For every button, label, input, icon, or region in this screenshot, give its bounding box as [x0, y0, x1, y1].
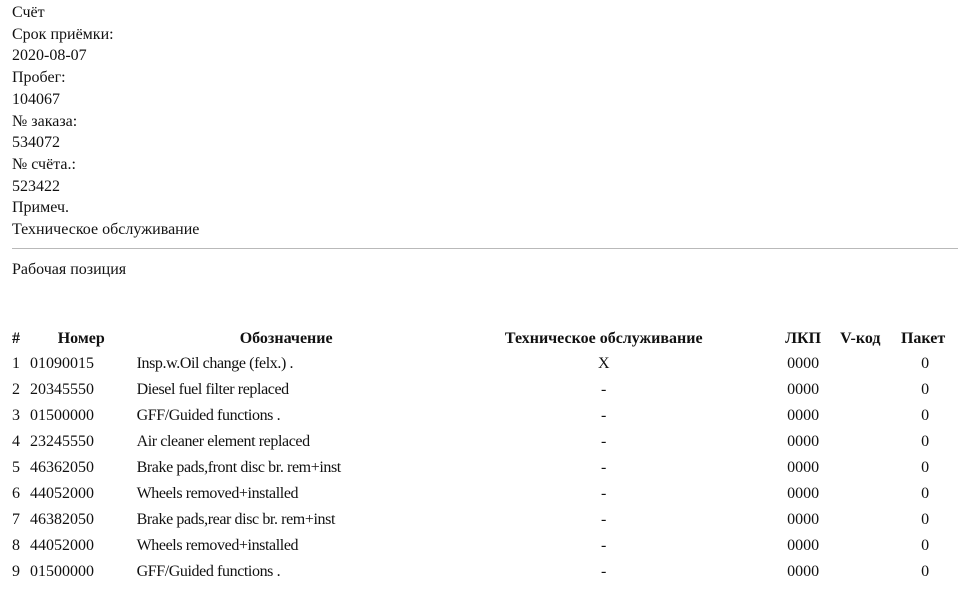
cell-lkp-code: 0000	[787, 537, 820, 554]
cell-lkp-code: 0000	[787, 563, 820, 580]
cell-maintenance-flag: -	[601, 407, 607, 424]
table-row	[12, 481, 960, 507]
table-row	[12, 403, 960, 429]
cell-v-code	[834, 533, 886, 559]
table-row	[12, 455, 960, 481]
invoice-number-value: 523422	[12, 177, 60, 195]
cell-row-number: 5	[12, 459, 20, 476]
cell-description: Wheels removed+installed	[136, 485, 299, 502]
cell-description: Wheels removed+installed	[136, 537, 299, 554]
cell-description: Air cleaner element replaced	[136, 433, 310, 450]
work-items-title: Рабочая позиция	[12, 261, 127, 278]
cell-description: Brake pads,rear disc br. rem+inst	[136, 511, 335, 528]
cell-v-code	[834, 481, 886, 507]
cell-maintenance-flag: X	[597, 355, 610, 372]
cell-maintenance-flag: -	[601, 381, 607, 398]
cell-v-code	[834, 403, 886, 429]
cell-lkp-code: 0000	[787, 433, 820, 450]
cell-v-code	[834, 559, 886, 585]
cell-package-value: 0	[921, 511, 930, 528]
cell-v-code	[834, 377, 886, 403]
cell-maintenance-flag: -	[601, 433, 607, 450]
cell-row-number: 8	[12, 537, 20, 554]
cell-part-number: 46362050	[29, 459, 94, 476]
cell-package-value: 0	[921, 433, 930, 450]
table-row	[12, 351, 960, 377]
cell-row-number: 7	[12, 511, 20, 528]
acceptance-date-label: Срок приёмки:	[12, 25, 114, 43]
cell-description: Insp.w.Oil change (felx.) .	[136, 355, 294, 372]
cell-v-code	[834, 351, 886, 377]
cell-description: Diesel fuel filter replaced	[136, 381, 289, 398]
column-header-part-number: Номер	[57, 329, 105, 347]
cell-lkp-code: 0000	[787, 485, 820, 502]
cell-lkp-code: 0000	[787, 381, 820, 398]
cell-lkp-code: 0000	[787, 407, 820, 424]
cell-part-number: 01090015	[29, 355, 94, 372]
work-items-table	[12, 326, 960, 585]
column-header-maintenance: Техническое обслуживание	[504, 329, 703, 347]
table-row	[12, 507, 960, 533]
cell-part-number: 01500000	[29, 563, 94, 580]
cell-description: GFF/Guided functions .	[136, 407, 281, 424]
cell-maintenance-flag: -	[601, 511, 607, 528]
invoice-info	[12, 2, 199, 241]
column-header-lkp: ЛКП	[785, 329, 822, 347]
acceptance-date-value: 2020-08-07	[12, 47, 87, 65]
cell-row-number: 9	[12, 563, 20, 580]
table-row	[12, 429, 960, 455]
cell-package-value: 0	[921, 485, 930, 502]
cell-package-value: 0	[921, 537, 930, 554]
cell-part-number: 46382050	[29, 511, 94, 528]
note-value: Техническое обслуживание	[12, 221, 200, 239]
mileage-value: 104067	[12, 90, 60, 108]
column-header-package: Пакет	[900, 329, 946, 347]
cell-maintenance-flag: -	[601, 459, 607, 476]
cell-row-number: 1	[12, 355, 20, 372]
cell-package-value: 0	[921, 459, 930, 476]
cell-row-number: 6	[12, 485, 20, 502]
cell-v-code	[834, 429, 886, 455]
cell-description: Brake pads,front disc br. rem+inst	[136, 459, 341, 476]
cell-lkp-code: 0000	[787, 459, 820, 476]
cell-description: GFF/Guided functions .	[136, 563, 281, 580]
cell-package-value: 0	[921, 355, 930, 372]
table-row	[12, 533, 960, 559]
invoice-number-label: № счёта.:	[12, 155, 76, 173]
cell-maintenance-flag: -	[601, 537, 607, 554]
cell-part-number: 44052000	[29, 485, 94, 502]
cell-part-number: 20345550	[29, 381, 94, 398]
cell-package-value: 0	[921, 381, 930, 398]
cell-row-number: 3	[12, 407, 20, 424]
cell-maintenance-flag: -	[601, 563, 607, 580]
cell-row-number: 2	[12, 381, 20, 398]
order-number-value: 534072	[12, 134, 60, 152]
column-header-vcode: V-код	[840, 329, 881, 347]
cell-package-value: 0	[921, 563, 930, 580]
cell-v-code	[834, 455, 886, 481]
cell-part-number: 44052000	[29, 537, 94, 554]
cell-package-value: 0	[921, 407, 930, 424]
column-header-number: #	[12, 329, 20, 347]
table-row	[12, 559, 960, 585]
cell-row-number: 4	[12, 433, 20, 450]
cell-part-number: 01500000	[29, 407, 94, 424]
note-label: Примеч.	[12, 199, 69, 217]
table-header-row	[12, 326, 960, 351]
invoice-title: Счёт	[12, 4, 45, 21]
cell-v-code	[834, 507, 886, 533]
column-header-description: Обозначение	[239, 329, 333, 347]
table-body	[12, 351, 960, 585]
cell-lkp-code: 0000	[787, 355, 820, 372]
mileage-label: Пробег:	[12, 69, 66, 87]
section-divider	[12, 248, 958, 249]
table-row	[12, 377, 960, 403]
cell-part-number: 23245550	[29, 433, 94, 450]
cell-lkp-code: 0000	[787, 511, 820, 528]
cell-maintenance-flag: -	[601, 485, 607, 502]
order-number-label: № заказа:	[12, 112, 78, 130]
